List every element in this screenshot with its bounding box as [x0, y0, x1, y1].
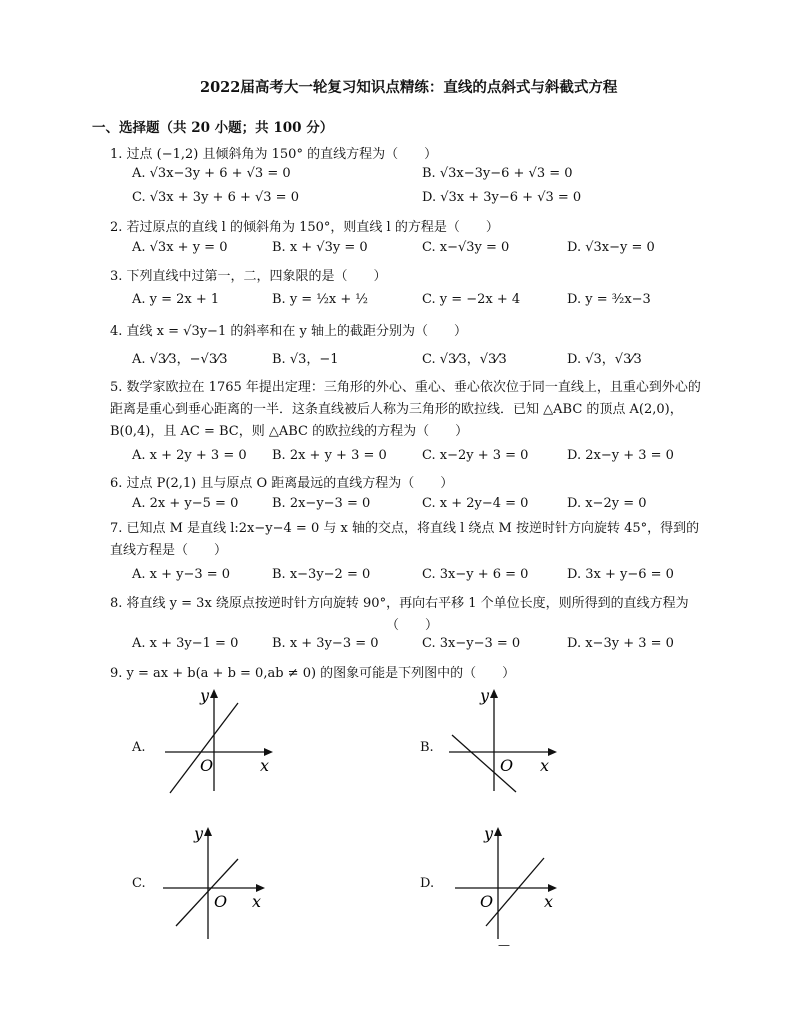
graph-c: [160, 823, 280, 943]
question-3-stem: 3. 下列直线中过第一，二，四象限的是（ ）: [110, 269, 387, 284]
option-a: A. y = 2x + 1: [132, 292, 220, 307]
graph-d-line: [486, 858, 544, 926]
graph-b-label: B.: [420, 740, 434, 755]
graph-d-x-arrow: [548, 884, 557, 892]
option-a: A. x + y−3 = 0: [132, 567, 231, 582]
section-heading: 一、选择题（共 20 小题；共 100 分）: [92, 120, 334, 136]
question-2-stem: 2. 若过原点的直线 l 的倾斜角为 150°，则直线 l 的方程是（ ）: [110, 220, 499, 235]
question-1-stem: 1. 过点 (−1,2) 且倾斜角为 150° 的直线方程为（ ）: [110, 147, 438, 162]
question-1-options-row1: [132, 166, 692, 184]
option-c: C. √3x + 3y + 6 + √3 = 0: [132, 190, 299, 205]
question-8-options: [132, 636, 692, 654]
graph-c-y-label: y: [194, 824, 204, 843]
graph-b-origin-label: O: [500, 756, 514, 775]
question-3-options: [132, 292, 692, 310]
option-c: C. 3x−y−3 = 0: [422, 636, 521, 651]
option-c: C. x + 2y−4 = 0: [422, 496, 529, 511]
option-b: B. √3x−3y−6 + √3 = 0: [422, 166, 573, 181]
option-d: D. √3x−y = 0: [567, 240, 655, 255]
graph-d: [452, 823, 572, 943]
graph-d-y-label: y: [484, 824, 494, 843]
option-b: B. x + √3y = 0: [272, 240, 368, 255]
question-4-options: [132, 348, 692, 366]
question-5-stem: 5. 数学家欧拉在 1765 年提出定理：三角形的外心、重心、垂心依次位于同一直线上，且重心到外心的距离是重心到垂心距离的一半．这条直线被后人称为三角形的欧拉线．已知 △ABC 的顶点 A(2,0)，B(0,4)，且 AC = BC，则 △ABC 的欧拉线的方程为（ ）: [110, 380, 701, 439]
option-d: D. y = ³⁄₂x−3: [567, 292, 651, 307]
graph-b-x-label: x: [540, 756, 550, 775]
graph-a-y-arrow: [210, 689, 218, 698]
page-title: 2022届高考大一轮复习知识点精练：直线的点斜式与斜截式方程: [200, 79, 618, 96]
graph-c-y-arrow: [204, 827, 212, 836]
option-c: C. √3⁄3，√3⁄3: [422, 352, 507, 367]
question-1-options-row2: [132, 190, 692, 208]
graph-a-y-label: y: [200, 686, 210, 705]
option-d: D. x−2y = 0: [567, 496, 647, 511]
graph-a-label: A.: [132, 740, 146, 755]
option-a: A. √3⁄3，−√3⁄3: [132, 352, 228, 367]
option-b: B. √3，−1: [272, 352, 339, 367]
graph-b-y-label: y: [480, 686, 490, 705]
question-9-stem: 9. y = ax + b(a + b = 0,ab ≠ 0) 的图象可能是下列图中的（ ）: [110, 666, 516, 681]
page-number: —: [498, 938, 510, 952]
question-7-options: [132, 567, 692, 585]
question-2-options: [132, 240, 692, 258]
option-a: A. √3x−3y + 6 + √3 = 0: [132, 166, 291, 181]
option-c: C. x−2y + 3 = 0: [422, 448, 529, 463]
graph-c-origin-label: O: [214, 892, 228, 911]
question-6-stem: 6. 过点 P(2,1) 且与原点 O 距离最远的直线方程为（ ）: [110, 476, 454, 491]
option-d: D. 3x + y−6 = 0: [567, 567, 674, 582]
option-a: A. 2x + y−5 = 0: [132, 496, 239, 511]
graph-b-y-arrow: [490, 689, 498, 698]
graph-c-line: [176, 859, 238, 926]
option-d: D. √3x + 3y−6 + √3 = 0: [422, 190, 582, 205]
question-8-bracket: （ ）: [386, 618, 439, 633]
option-c: C. y = −2x + 4: [422, 292, 521, 307]
graph-c-x-arrow: [256, 884, 265, 892]
graph-a-x-label: x: [260, 756, 270, 775]
graph-b-x-arrow: [548, 748, 557, 756]
graph-a: [160, 685, 280, 795]
option-c: C. 3x−y + 6 = 0: [422, 567, 529, 582]
graph-d-x-label: x: [544, 892, 554, 911]
question-7-stem: 7. 已知点 M 是直线 l:2x−y−4 = 0 与 x 轴的交点，将直线 l 绕点 M 按逆时针方向旋转 45°，得到的直线方程是（ ）: [110, 521, 700, 558]
graph-a-line: [170, 703, 238, 793]
option-b: B. x−3y−2 = 0: [272, 567, 371, 582]
graph-d-y-arrow: [494, 827, 502, 836]
option-a: A. √3x + y = 0: [132, 240, 228, 255]
graph-c-x-label: x: [252, 892, 262, 911]
question-8-stem: 8. 将直线 y = 3x 绕原点按逆时针方向旋转 90°，再向右平移 1 个单位长度，则所得到的直线方程为: [110, 596, 689, 611]
option-b: B. x + 3y−3 = 0: [272, 636, 379, 651]
option-b: B. 2x + y + 3 = 0: [272, 448, 387, 463]
option-a: A. x + 3y−1 = 0: [132, 636, 239, 651]
option-b: B. 2x−y−3 = 0: [272, 496, 371, 511]
question-5-options: [132, 448, 692, 466]
question-6-options: [132, 496, 692, 514]
graph-a-x-arrow: [264, 748, 273, 756]
option-c: C. x−√3y = 0: [422, 240, 510, 255]
option-d: D. 2x−y + 3 = 0: [567, 448, 674, 463]
option-d: D. √3，√3⁄3: [567, 352, 642, 367]
option-d: D. x−3y + 3 = 0: [567, 636, 674, 651]
question-4-stem: 4. 直线 x = √3y−1 的斜率和在 y 轴上的截距分别为（ ）: [110, 324, 467, 339]
graph-a-origin-label: O: [200, 756, 214, 775]
graph-c-label: C.: [132, 876, 146, 891]
graph-b: [444, 685, 564, 795]
graph-d-origin-label: O: [480, 892, 494, 911]
option-a: A. x + 2y + 3 = 0: [132, 448, 247, 463]
option-b: B. y = ½x + ½: [272, 292, 369, 307]
graph-d-label: D.: [420, 876, 435, 891]
